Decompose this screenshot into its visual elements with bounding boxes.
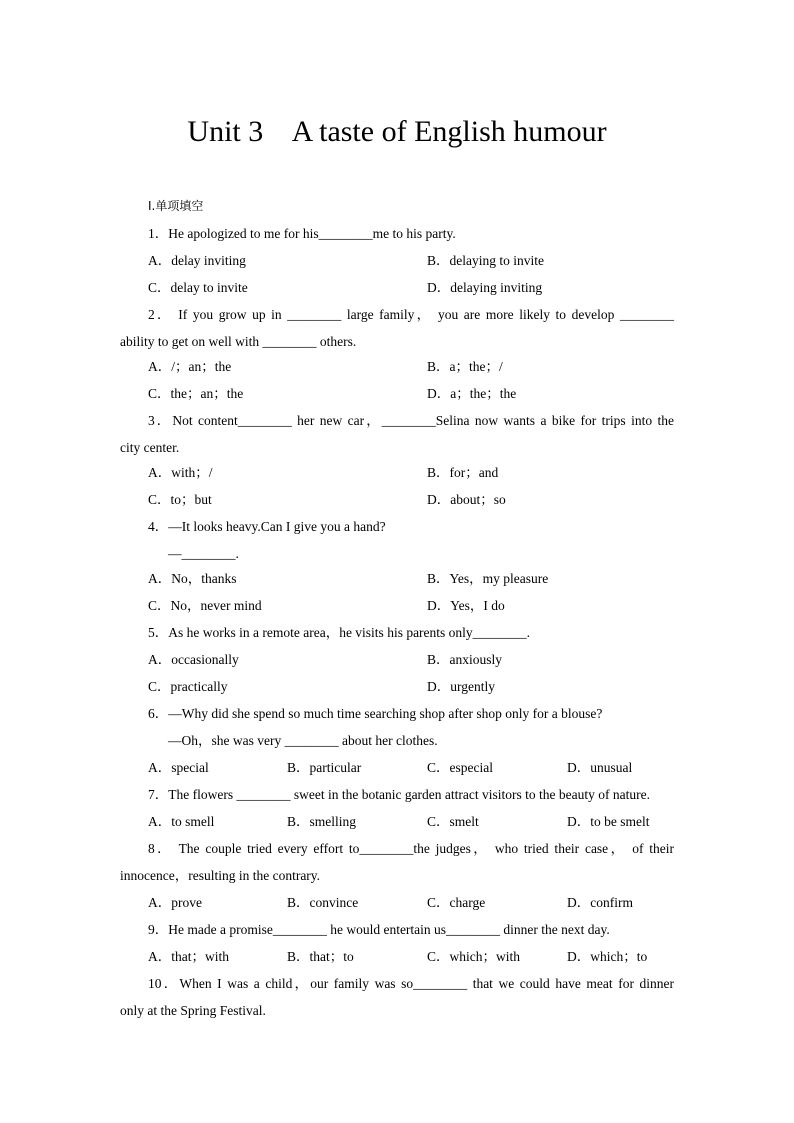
option-a: A．delay inviting [148, 253, 246, 268]
question-5 [120, 623, 674, 704]
question-reply-line: —________. [168, 546, 239, 561]
question-8 [120, 839, 674, 920]
option-b: B．Yes，my pleasure [427, 571, 549, 586]
option-d: D．a；the；the [427, 386, 517, 401]
option-row [120, 812, 674, 839]
question-1 [120, 224, 674, 305]
option-d: D．to be smelt [567, 814, 650, 829]
question-text: 4．—It looks heavy.Can I give you a hand? [148, 519, 386, 534]
option-a: A．No，thanks [148, 571, 237, 586]
question-9 [120, 920, 674, 974]
option-b: B．a；the；/ [427, 359, 503, 374]
question-10 [120, 974, 674, 1028]
question-list [120, 224, 674, 1028]
option-a: A．/；an；the [148, 359, 232, 374]
question-text: 7．The flowers ________ sweet in the botanic garden attract visitors to the beauty of nature. [148, 787, 650, 802]
option-a: A．prove [148, 895, 202, 910]
option-d: D．delaying inviting [427, 280, 543, 295]
question-reply-line: —Oh，she was very ________ about her clothes. [168, 733, 438, 748]
option-row [120, 384, 674, 411]
option-row [120, 650, 674, 677]
option-b: B．convince [287, 895, 359, 910]
option-a: A．with；/ [148, 465, 213, 480]
option-c: C．practically [148, 679, 228, 694]
option-row [120, 278, 674, 305]
section-label: Ⅰ.单项填空 [148, 199, 204, 213]
question-text-continued: innocence，resulting in the contrary. [120, 868, 321, 883]
option-row [120, 893, 674, 920]
option-row [120, 251, 674, 278]
option-row [120, 677, 674, 704]
question-text: 6．—Why did she spend so much time searching shop after shop only for a blouse? [148, 706, 603, 721]
question-text-continued: ability to get on well with ________ others. [120, 334, 357, 349]
question-2 [120, 305, 674, 411]
page-title: Unit 3 A taste of English humour [187, 115, 607, 148]
option-a: A．that；with [148, 949, 229, 964]
question-text: 5．As he works in a remote area，he visits his parents only________. [148, 625, 531, 640]
question-text-continued: city center. [120, 440, 180, 455]
option-row [120, 758, 674, 785]
question-text: 10．When I was a child，our family was so________ that we could have meat for dinner [148, 976, 674, 991]
option-d: D．urgently [427, 679, 495, 694]
question-text-continued: only at the Spring Festival. [120, 1003, 266, 1018]
option-b: B．that；to [287, 949, 354, 964]
option-b: B．anxiously [427, 652, 503, 667]
question-text: 8． The couple tried every effort to________the judges， who tried their case， of their [148, 841, 674, 856]
option-a: A．to smell [148, 814, 215, 829]
option-d: D．about；so [427, 492, 506, 507]
question-text: 9．He made a promise________ he would entertain us________ dinner the next day. [148, 922, 610, 937]
option-row [120, 569, 674, 596]
option-c: C．No，never mind [148, 598, 262, 613]
option-row [120, 463, 674, 490]
option-row [120, 357, 674, 384]
option-b: B．for；and [427, 465, 499, 480]
question-text: 3．Not content________ her new car，________Selina now wants a bike for trips into the [148, 413, 674, 428]
option-b: B．particular [287, 760, 362, 775]
option-d: D．Yes，I do [427, 598, 505, 613]
option-c: C．smelt [427, 814, 479, 829]
option-c: C．delay to invite [148, 280, 248, 295]
option-a: A．occasionally [148, 652, 239, 667]
question-3 [120, 411, 674, 517]
option-row [120, 596, 674, 623]
option-b: B．delaying to invite [427, 253, 544, 268]
option-d: D．confirm [567, 895, 633, 910]
question-4 [120, 517, 674, 623]
question-text: 1．He apologized to me for his________me to his party. [148, 226, 456, 241]
option-c: C．to；but [148, 492, 212, 507]
option-c: C．charge [427, 895, 486, 910]
option-b: B．smelling [287, 814, 357, 829]
question-7 [120, 785, 674, 839]
question-text: 2． If you grow up in ________ large family， you are more likely to develop ________ [148, 307, 674, 322]
option-c: C．which；with [427, 949, 520, 964]
option-c: C．especial [427, 760, 493, 775]
option-row [120, 490, 674, 517]
option-d: D．which；to [567, 949, 648, 964]
option-a: A．special [148, 760, 209, 775]
option-d: D．unusual [567, 760, 633, 775]
option-c: C．the；an；the [148, 386, 244, 401]
question-6 [120, 704, 674, 785]
option-row [120, 947, 674, 974]
